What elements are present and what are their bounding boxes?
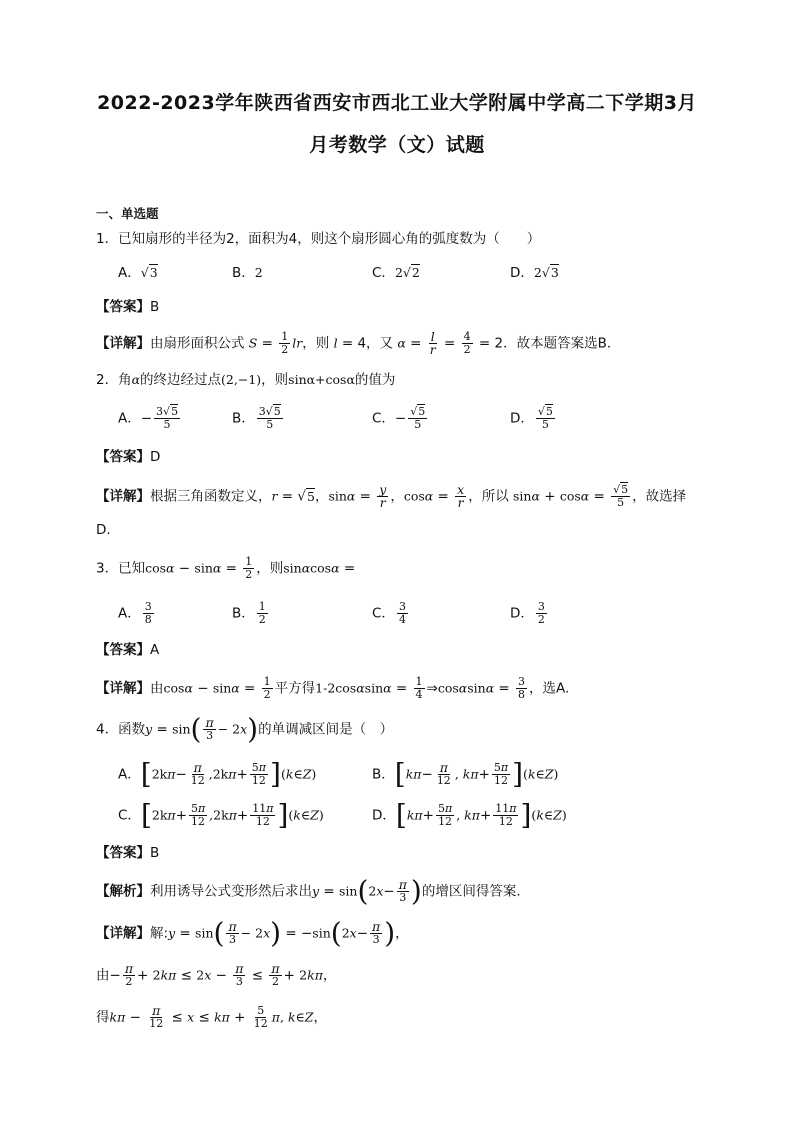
q2-option-d: D． $\frac{√5}{5}$ (510, 405, 553, 431)
q3-stem: 3．已知cosα − sinα = $\frac{1}{2}$ ，则sinαcosα = (96, 555, 356, 581)
q3-answer-value: A (150, 642, 160, 658)
q1-answer-value: B (150, 299, 160, 315)
q1-option-d: D．2√3 (510, 265, 559, 281)
q4-stem: 4．函数y = sin( $\frac{\pi}{3}$ − 2x)的单调减区间是（ ） (96, 712, 394, 746)
q3-option-d: D． $\frac{3}{2}$ (510, 600, 545, 626)
q3-option-b: B． $\frac{1}{2}$ (232, 600, 266, 626)
q1-option-b: B．2 (232, 265, 263, 281)
q2-stem: 2．角α的终边经过点(2,−1)，则sinα+cosα的值为 (96, 372, 396, 388)
q4-option-c: C．[2kπ+ $\frac{5\pi}{12}$ ,2kπ+ $\frac{11\pi}{12}$ ](k∈Z) (118, 798, 324, 832)
q4-detail-2: 由− $\frac{\pi}{2}$ + 2kπ ≤ 2x − $\frac{\pi}{3}$ ≤ $\frac{\pi}{2}$ + 2kπ， (96, 961, 337, 988)
q2-option-a: A．− $\frac{3√5}{5}$ (118, 405, 179, 431)
q4-analysis: 【解析】利用诱导公式变形然后求出y = sin(2x− $\frac{\pi}{3}$ )的增区间得答案. (96, 874, 521, 908)
q3-option-c: C． $\frac{3}{4}$ (372, 600, 406, 626)
q1-stem: 1．已知扇形的半径为2，面积为4，则这个扇形圆心角的弧度数为（ ） (96, 231, 541, 247)
q1-option-c: C．2√2 (372, 265, 420, 281)
q4-answer: 【答案】B (96, 845, 160, 861)
q2-detail-cont: D. (96, 522, 111, 538)
q2-answer-value: D (150, 449, 161, 465)
q2-answer: 【答案】D (96, 449, 161, 465)
answer-label: 【答案】 (96, 299, 150, 315)
q2-option-b: B． $\frac{3√5}{5}$ (232, 405, 281, 431)
q4-option-d: D．[kπ+ $\frac{5\pi}{12}$ , kπ+ $\frac{11\pi}{12}$ ](k∈Z) (372, 798, 567, 832)
q4-detail-3: 得kπ − $\frac{\pi}{12}$ ≤ x ≤ kπ + $\frac{5}{12}$ π, k∈Z， (96, 1003, 327, 1030)
q4-detail-1: 【详解】解:y = sin( $\frac{\pi}{3}$ − 2x) = −sin(2x− $\frac{\pi}{3}$ )， (96, 916, 409, 950)
q1-detail: 【详解】由扇形面积公式 S = $\frac{1}{2}$ lr，则 l = 4，又 α = $\frac{l}{r}$ = $\frac{4}{2}$ = 2．故本题答案选B． (96, 329, 621, 357)
q3-option-a: A． $\frac{3}{8}$ (118, 600, 152, 626)
q4-option-a: A．[2kπ− $\frac{\pi}{12}$ ,2kπ+ $\frac{5\pi}{12}$ ](k∈Z) (118, 757, 317, 791)
q1-option-a: A．√3 (118, 265, 158, 281)
q3-answer: 【答案】A (96, 642, 160, 658)
q1-answer (96, 297, 159, 317)
q2-option-c: C．− $\frac{√5}{5}$ (372, 405, 426, 431)
q3-detail: 【详解】由cosα − sinα = $\frac{1}{2}$ 平方得1-2cosαsinα = $\frac{1}{4}$ ⇒cosαsinα = $\frac{3}{8}$ ，选A. (96, 675, 570, 701)
paper-title-line2: 月考数学（文）试题 (309, 134, 485, 156)
paper-title-line1: 2022-2023学年陕西省西安市西北工业大学附属中学高二下学期3月 (97, 92, 697, 114)
q4-option-b: B．[kπ− $\frac{\pi}{12}$ , kπ+ $\frac{5\pi}{12}$ ](k∈Z) (372, 757, 559, 791)
q2-detail: 【详解】根据三角函数定义，r = √5，sinα = $\frac{y}{r}$ ，cosα = $\frac{x}{r}$ ，所以 sinα + cosα = $\frac{√5}{5}$ ，故选择 (96, 482, 687, 510)
section-heading: 一、单选题 (96, 206, 159, 221)
q4-answer-value: B (150, 845, 160, 861)
